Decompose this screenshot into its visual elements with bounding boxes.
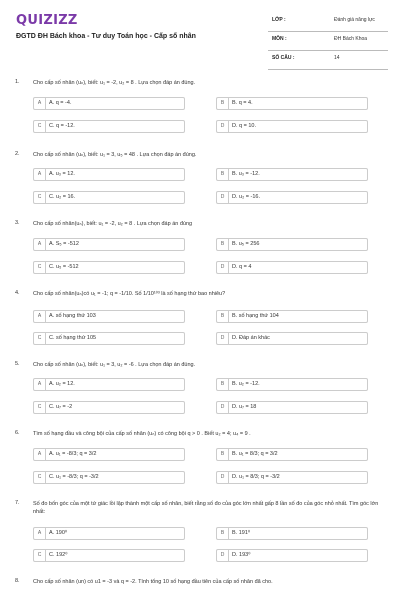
answer-option-c[interactable] [33,261,185,274]
option-letter: A [34,449,46,460]
question-number: 5. [15,361,20,367]
question-text: Cho cấp số nhân(uₙ)có u₁ = -1; q = -1/10. Số 1/10¹⁰³ là số hạng thứ bao nhiêu? [33,291,226,297]
answer-option-b[interactable] [216,97,368,110]
option-letter: C [34,472,46,483]
answer-option-a[interactable] [33,448,185,461]
option-letter: D [217,472,229,483]
option-text: C. số hạng thứ 105 [49,335,97,341]
answer-option-c[interactable] [33,120,185,133]
answer-option-b[interactable] [216,310,368,323]
option-text: A. S₅ = -512 [49,241,79,247]
answer-option-d[interactable] [216,120,368,133]
answer-option-a[interactable] [33,238,185,251]
option-text: C. q = -12. [49,123,75,129]
header [0,0,400,66]
option-letter: B [217,449,229,460]
option-letter: D [217,121,229,132]
option-letter: C [34,402,46,413]
option-text: B. u₅ = 256 [232,241,260,247]
answer-option-c[interactable] [33,401,185,414]
option-letter: C [34,121,46,132]
option-letter: D [217,262,229,273]
option-text: D. 193⁰ [232,552,251,558]
option-text: B. q = 4. [232,100,253,106]
meta-label: MÔN : [272,36,287,42]
option-text: C. u₅ = -512 [49,264,79,270]
answer-option-c[interactable] [33,471,185,484]
question-text: Cho cấp số nhân(uₙ), biết: u₁ = -2, u₂ = 8 . Lựa chọn đáp án đúng [33,221,193,227]
option-letter: B [217,239,229,250]
option-text: C. u₁ = -8/3; q = -3/2 [49,474,99,480]
option-letter: B [217,311,229,322]
option-letter: C [34,333,46,344]
option-text: D. q = 10. [232,123,257,129]
meta-row-question-count [268,51,388,70]
answer-option-b[interactable] [216,527,368,540]
answer-option-d[interactable] [216,191,368,204]
option-letter: A [34,311,46,322]
question-text: Cho cấp số nhân (uₙ), biết: u₁ = -2, u₂ = 8 . Lựa chọn đáp án đúng. [33,80,196,86]
option-letter: C [34,262,46,273]
option-letter: A [34,98,46,109]
meta-value: ĐH Bách Khoa [334,36,368,42]
option-text: D. u₂ = -16. [232,194,260,200]
option-letter: D [217,333,229,344]
answer-option-a[interactable] [33,527,185,540]
question-text: Cho cấp số nhân (uₙ), biết: u₁ = 3, u₅ = 48 . Lựa chọn đáp án đúng. [33,152,197,158]
option-text: C. u₇ = -2 [49,404,73,410]
option-text: B. số hạng thứ 104 [232,313,279,319]
option-letter: A [34,169,46,180]
question-number: 3. [15,220,20,226]
question-text: Cho cấp số nhân (uₙ), biết: u₁ = 3, u₂ = -6 . Lựa chọn đáp án đúng. [33,362,196,368]
option-text: D. u₇ = 18 [232,404,257,410]
meta-label: SỐ CÂU : [272,55,295,61]
option-text: A. số hạng thứ 103 [49,313,96,319]
option-letter: B [217,379,229,390]
meta-row-class [268,13,388,32]
option-text: C. u₂ = 16. [49,194,76,200]
option-letter: C [34,550,46,561]
answer-option-d[interactable] [216,261,368,274]
option-letter: D [217,550,229,561]
option-text: D. Đáp án khác [232,335,270,341]
option-text: D. u₁ = 8/3; q = -3/2 [232,474,280,480]
answer-option-b[interactable] [216,168,368,181]
option-text: A. u₁ = -8/3; q = 3/2 [49,451,97,457]
question-number: 6. [15,430,20,436]
option-text: A. q = -4. [49,100,72,106]
answer-option-a[interactable] [33,310,185,323]
answer-option-c[interactable] [33,549,185,562]
option-letter: A [34,379,46,390]
answer-option-b[interactable] [216,238,368,251]
option-text: A. 190⁰ [49,530,68,536]
question-number: 2. [15,151,20,157]
answer-option-d[interactable] [216,471,368,484]
option-letter: B [217,528,229,539]
answer-option-d[interactable] [216,332,368,345]
meta-row-subject [268,32,388,51]
answer-option-b[interactable] [216,448,368,461]
option-text: D. q = 4 [232,264,252,270]
option-text: B. 191⁰ [232,530,251,536]
question-number: 4. [15,290,20,296]
option-letter: D [217,192,229,203]
option-text: B. u₃ = -12. [232,171,260,177]
option-text: A. u₃ = 12. [49,171,75,177]
option-letter: A [34,528,46,539]
meta-table [268,13,388,70]
meta-label: LỚP : [272,17,286,23]
answer-option-a[interactable] [33,378,185,391]
question-text: Cho cấp số nhân (un) có u1 = -3 và q = -2. Tính tổng 10 số hạng đầu tiên của cấp số nhân đã cho. [33,579,273,585]
option-text: B. u₂ = -12. [232,381,260,387]
answer-option-b[interactable] [216,378,368,391]
answer-option-d[interactable] [216,549,368,562]
option-text: C. 192⁰ [49,552,68,558]
question-text: Số đo bốn góc của một tứ giác lồi lập thành một cấp số nhân, biết rằng số đo của góc lớn nhất gấp 8 lần số đo của góc nhỏ nhất. Tìm góc lớn nhất: [33,501,379,515]
question-number: 1. [15,79,20,85]
answer-option-c[interactable] [33,191,185,204]
meta-value: Đánh giá năng lực [334,17,375,23]
option-text: A. u₂ = 12. [49,381,75,387]
answer-option-a[interactable] [33,168,185,181]
question-number: 7. [15,500,20,506]
question-text: Tìm số hạng đầu và công bội của cấp số nhân (uₙ) có công bội q > 0 . Biết u₂ = 4; u₄ = 9 . [33,431,251,437]
answer-option-c[interactable] [33,332,185,345]
answer-option-a[interactable] [33,97,185,110]
meta-value: 14 [334,55,340,61]
option-text: B. u₁ = 8/3; q = 3/2 [232,451,278,457]
option-letter: C [34,192,46,203]
option-letter: B [217,169,229,180]
quizizz-logo: QUIZIZZ [16,13,78,28]
option-letter: B [217,98,229,109]
question-number: 8. [15,578,20,584]
page-title: ĐGTD ĐH Bách khoa - Tư duy Toán học - Cấp số nhân [16,33,196,40]
option-letter: A [34,239,46,250]
option-letter: D [217,402,229,413]
answer-option-d[interactable] [216,401,368,414]
